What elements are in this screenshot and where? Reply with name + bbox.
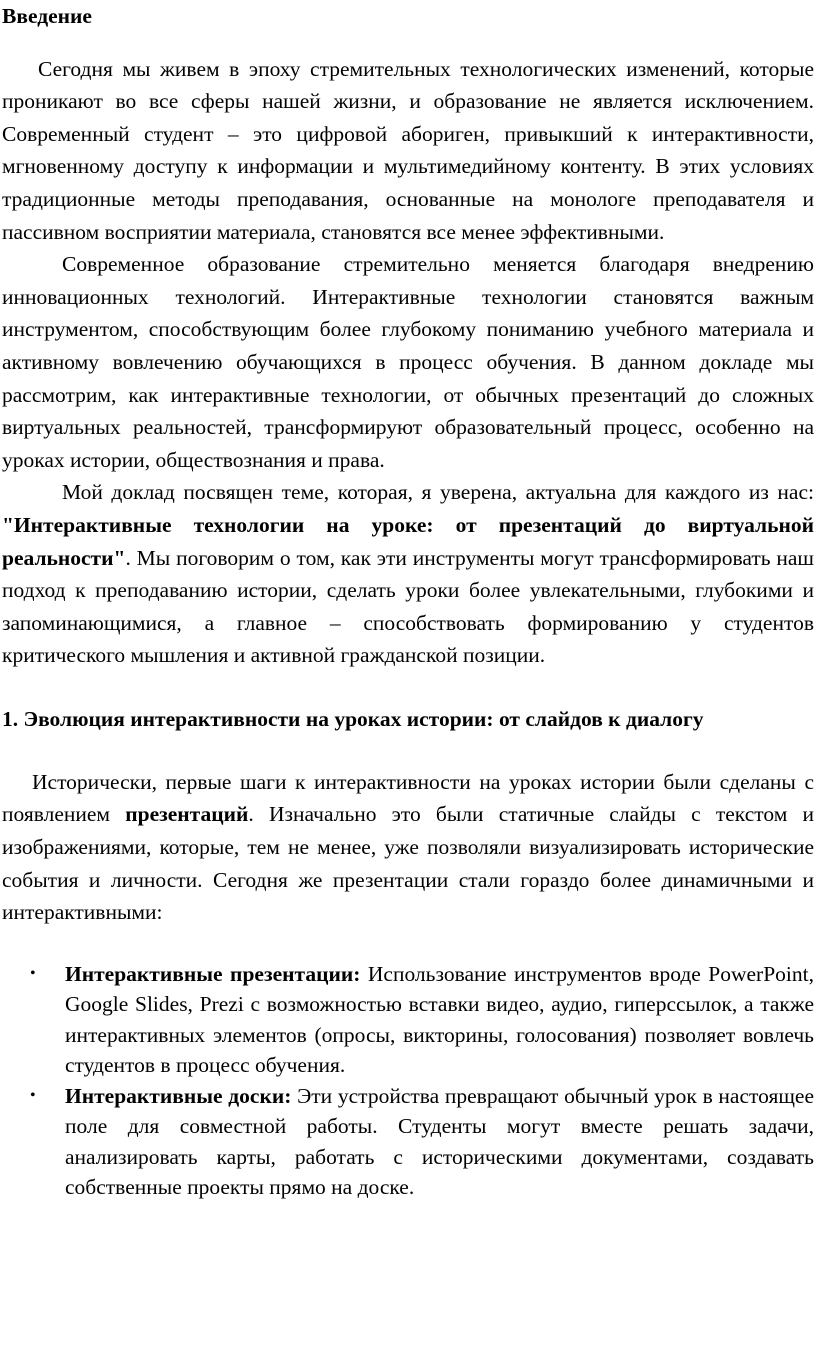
list-item-text: Эти устройства превращают обычный урок в настоящее поле для совместной работы. Студенты могут вместе решать задачи, анализировать карты, работать с историческими документами, создавать собственные проекты прямо на доске. [65,1083,814,1200]
intro-paragraph-3 [2,476,814,672]
list-item-heading: Интерактивные доски: [65,1083,292,1108]
intro-paragraph-3-rest: . Мы поговорим о том, как эти инструменты могут трансформировать наш подход к преподаванию истории, сделать уроки более увлекательными, глубокими и запоминающимися, а главное – способствовать формированию у студентов критического мышления и активной гражданской позиции. [2,545,814,668]
section-1-heading: 1. Эволюция интерактивности на уроках истории: от слайдов к диалогу [2,706,704,731]
document-title: Введение [2,4,92,28]
report-topic-title: "Интерактивные технологии на уроке: от презентаций до виртуальной реальности" [2,512,814,570]
bullet-icon: • [30,1086,36,1104]
section-1-paragraph-lead: Исторически, первые шаги к интерактивности на уроках истории были сделаны с появлением [2,769,814,827]
intro-paragraph-1: Сегодня мы живем в эпоху стремительных технологических изменений, которые проникают во все сферы нашей жизни, и образование не является исключением. Современный студент – это цифровой абориген, привыкший к интерактивности, мгновенному доступу к информации и мультимедийному контенту. В этих условиях традиционные методы преподавания, основанные на монологе преподавателя и пассивном восприятии материала, становятся все менее эффективными. [2,56,814,244]
section-1-bullet-list [2,959,814,1203]
intro-paragraph-2: Современное образование стремительно меняется благодаря внедрению инновационных технологий. Интерактивные технологии становятся важным инструментом, способствующим более глубокому пониманию учебного материала и активному вовлечению обучающихся в процесс обучения. В данном докладе мы рассмотрим, как интерактивные технологии, от обычных презентаций до сложных виртуальных реальностей, трансформируют образовательный процесс, особенно на уроках истории, обществознания и права. [2,252,814,472]
list-item-text: Использование инструментов вроде PowerPoint, Google Slides, Prezi с возможностью вставки видео, аудио, гиперссылок, а также интерактивных элементов (опросы, викторины, голосования) позволяет вовлечь студентов в процесс обучения. [65,961,814,1078]
section-1-paragraph-bold: презентаций [125,802,249,827]
section-1-paragraph [2,766,814,929]
list-item [2,1081,814,1203]
bullet-icon: • [30,964,36,982]
list-item-heading: Интерактивные презентации: [65,961,361,986]
intro-paragraph-3-lead: Мой доклад посвящен теме, которая, я уверена, актуальна для каждого из нас: [62,480,814,505]
section-1-paragraph-rest: . Изначально это были статичные слайды с текстом и изображениями, которые, тем не менее, уже позволяли визуализировать исторические события и личности. Сегодня же презентации стали гораздо более динамичными и интерактивными: [2,802,814,925]
list-item [2,959,814,1081]
